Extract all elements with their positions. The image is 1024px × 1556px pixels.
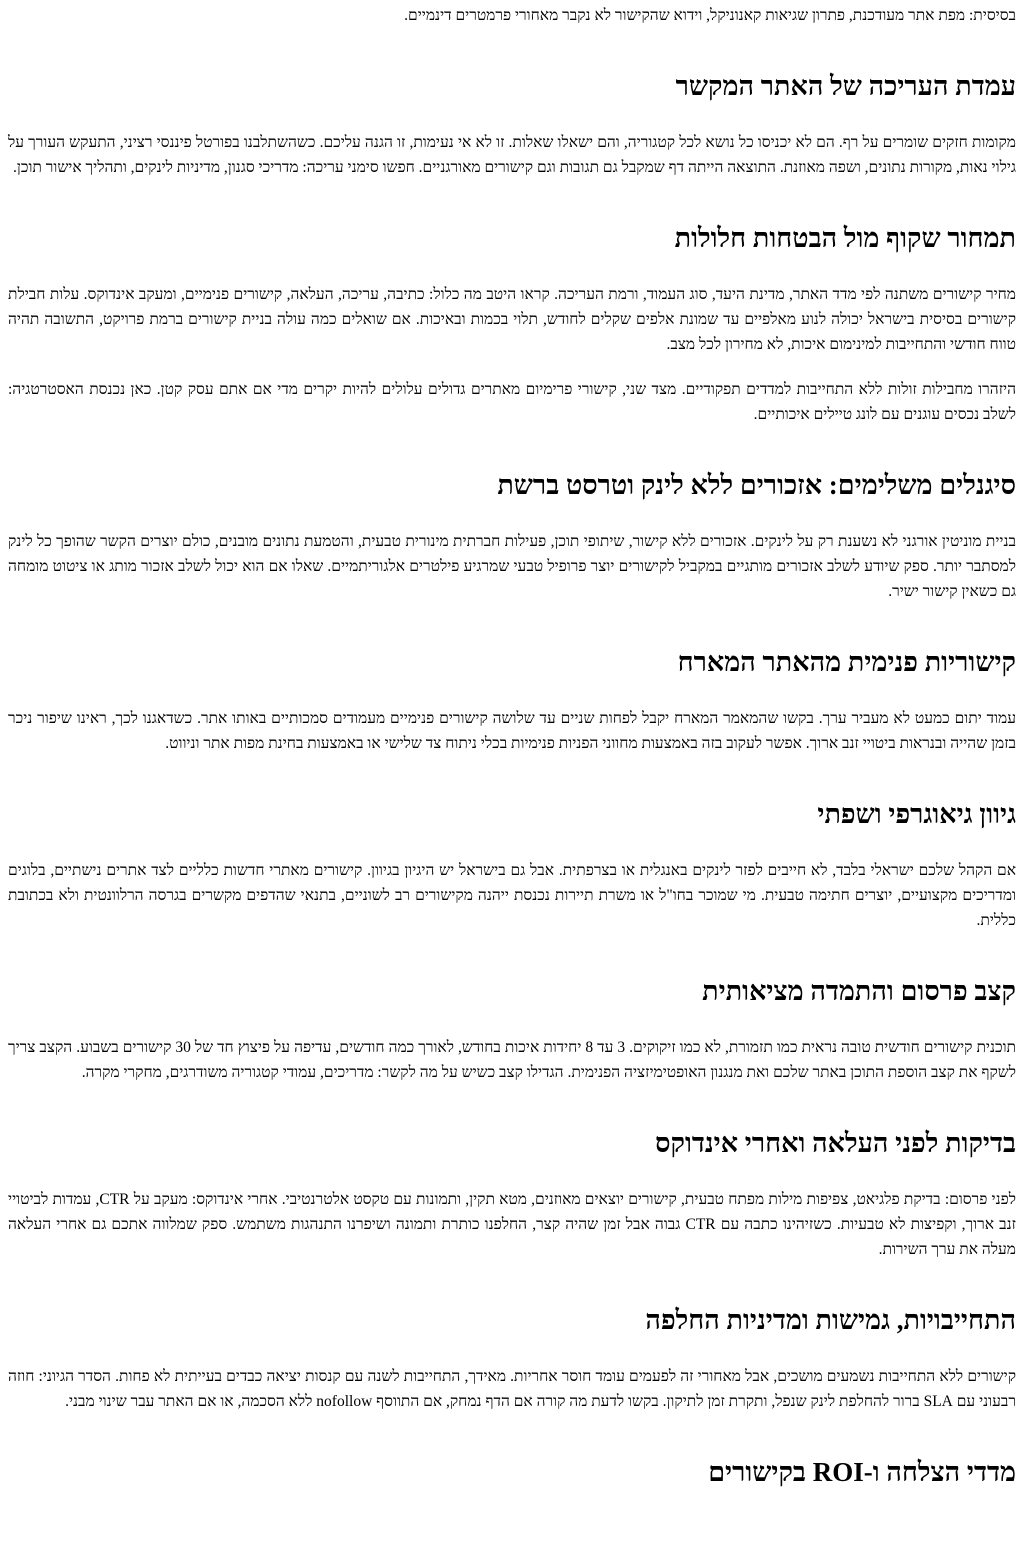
section-heading-geo-language-diversity: גיוון גיאוגרפי ושפתי — [817, 799, 1016, 829]
section-heading-success-metrics-roi: מדדי הצלחה ו-ROI בקישורים — [708, 1457, 1016, 1487]
body-paragraph: לפני פרסום: בדיקת פלגיאט, צפיפות מילות מפתח טבעית, קישורים יוצאים מאוזנים, מטא תקין, ותמונות עם טקסט אלטרנטיבי. אחרי אינדוקס: מעקב על CTR, עמדות לביטויי זנב ארוך, וקפיצות לא טבעיות. כשזיהינו כתבה עם CTR גבוה אבל זמן שהיה קצר, החלפנו כותרת ותמונה ושיפרנו התנהגות משתמש. ספק שמלווה אתכם גם אחרי העלאה מעלה את ערך השירות. — [8, 1191, 1016, 1258]
section-heading-transparent-pricing: תמחור שקוף מול הבטחות חלולות — [674, 223, 1016, 253]
intro-paragraph-fragment: בסיסית: מפת אתר מעודכנת, פתרון שגיאות קאנוניקל, וידוא שהקישור לא נקבר מאחורי פרמטרים דינמיים. — [404, 7, 1016, 24]
section-heading-pre-post-index-checks: בדיקות לפני העלאה ואחרי אינדוקס — [655, 1128, 1016, 1158]
body-paragraph: מקומות חזקים שומרים על רף. הם לא יכניסו כל נושא לכל קטגוריה, והם ישאלו שאלות. זו לא אי נעימות, זו הגנה עליכם. כשהשתלבנו בפורטל פיננסי רציני, התעקש העורך על גילוי נאות, מקורות נתונים, ושפה מאוזנת. התוצאה הייתה דף שמקבל גם תגובות וגם קישורים מאורגניים. חפשו סימני עריכה: מדריכי סגנון, מדיניות לינקים, ותהליך אישור תוכן. — [8, 134, 1016, 176]
body-paragraph: עמוד יתום כמעט לא מעביר ערך. בקשו שהמאמר המארח יקבל לפחות שניים עד שלושה קישורים פנימיים מעמודים סמכותיים באותו אתר. כשדאגנו לכך, ראינו שיפור ניכר בזמן שהייה ובנראות ביטויי זנב ארוך. אפשר לעקוב בזה באמצעות מחווני הפניות פנימיות בכלי ניתוח צד שלישי או באמצעות בחינת מפות אתר וניווט. — [8, 710, 1016, 752]
section-heading-publishing-pace: קצב פרסום והתמדה מציאותית — [702, 976, 1016, 1006]
body-paragraph: תוכנית קישורים חודשית טובה נראית כמו תזמורת, לא כמו זיקוקים. 3 עד 8 יחידות איכות בחודש, לאורך כמה חודשים, עדיפה על פיצוץ חד של 30 קישורים בשבוע. הקצב צריך לשקף את קצב הוספת התוכן באתר שלכם ואת מנגנון האופטימיזציה הפנימית. הגדילו קצב כשיש על מה לקשר: מדריכים, עמודי קטגוריה משודרגים, מחקרי מקרה. — [8, 1039, 1016, 1081]
section-heading-complementary-signals: סיגנלים משלימים: אזכורים ללא לינק וטרסט ברשת — [497, 470, 1016, 500]
section-heading-editorial-stance: עמדת העריכה של האתר המקשר — [675, 71, 1016, 101]
body-paragraph: היזהרו מחבילות זולות ללא התחייבות למדדים תפקודיים. מצד שני, קישורי פרימיום מאתרים גדולים עלולים להיות יקרים מדי אם אתם עסק קטן. כאן נכנסת האסטרטגיה: לשלב נכסים עוגנים עם לונג טיילים איכותיים. — [8, 381, 1016, 423]
body-paragraph: קישורים ללא התחייבות נשמעים מושכים, אבל מאחורי זה לפעמים עומד חוסר אחריות. מאידך, התחייבות לשנה עם קנסות יציאה כבדים בעייתית לא פחות. הסדר הגיוני: חוזה רבעוני עם SLA ברור להחלפת לינק שנפל, ותקרת זמן לתיקון. בקשו לדעת מה קורה אם הדף נמחק, אם התווסף nofollow ללא הסכמה, או אם האתר עבר שינוי מבני. — [8, 1368, 1016, 1410]
section-heading-commitments-replacement-policy: התחייבויות, גמישות ומדיניות החלפה — [645, 1305, 1016, 1335]
body-paragraph: אם הקהל שלכם ישראלי בלבד, לא חייבים לפזר לינקים באנגלית או בצרפתית. אבל גם בישראל יש היגיון בגיוון. קישורים מאתרי חדשות כלליים לצד אתרים נישתיים, בלוגים ומדריכים מקצועיים, יוצרים חתימה טבעית. מי שמוכר בחו"ל או משרת תיירות נכנסת ייהנה מקישורים רב לשוניים, בתנאי שהדפים מקשרים בגרסה הרלוונטית ולא בכתובת כללית. — [8, 862, 1016, 929]
body-paragraph: בניית מוניטין אורגני לא נשענת רק על לינקים. אזכורים ללא קישור, שיתופי תוכן, פעילות חברתית מינורית טבעית, והטמעת נתונים מובנים, כולם יוצרים הקשר שהופך כל לינק למסתבר יותר. ספק שיודע לשלב אזכורים מותגיים במקביל לקישורים יוצר פרופיל טבעי שמרגיע פילטרים אלגוריתמיים. שאלו אם הוא יכול לשלב אזכור מותג או ציטוט מומחה גם כשאין קישור ישיר. — [8, 533, 1016, 600]
body-paragraph: מחיר קישורים משתנה לפי מדד האתר, מדינת היעד, סוג העמוד, ורמת העריכה. קראו היטב מה כלול: כתיבה, עריכה, העלאה, קישורים פנימיים, ומעקב אינדוקס. עלות חבילת קישורים בסיסית בישראל יכולה לנוע מאלפיים עד שמונת אלפים שקלים לחודש, תלוי בכמות ובאיכות. אם שואלים כמה עולה בניית קישורים ברמת פרויקט, התשובה תהיה טווח חודשי והתחייבות למינימום איכות, לא מחירון לכל מצב. — [8, 286, 1016, 353]
section-heading-internal-linking: קישוריות פנימית מהאתר המארח — [677, 647, 1016, 677]
